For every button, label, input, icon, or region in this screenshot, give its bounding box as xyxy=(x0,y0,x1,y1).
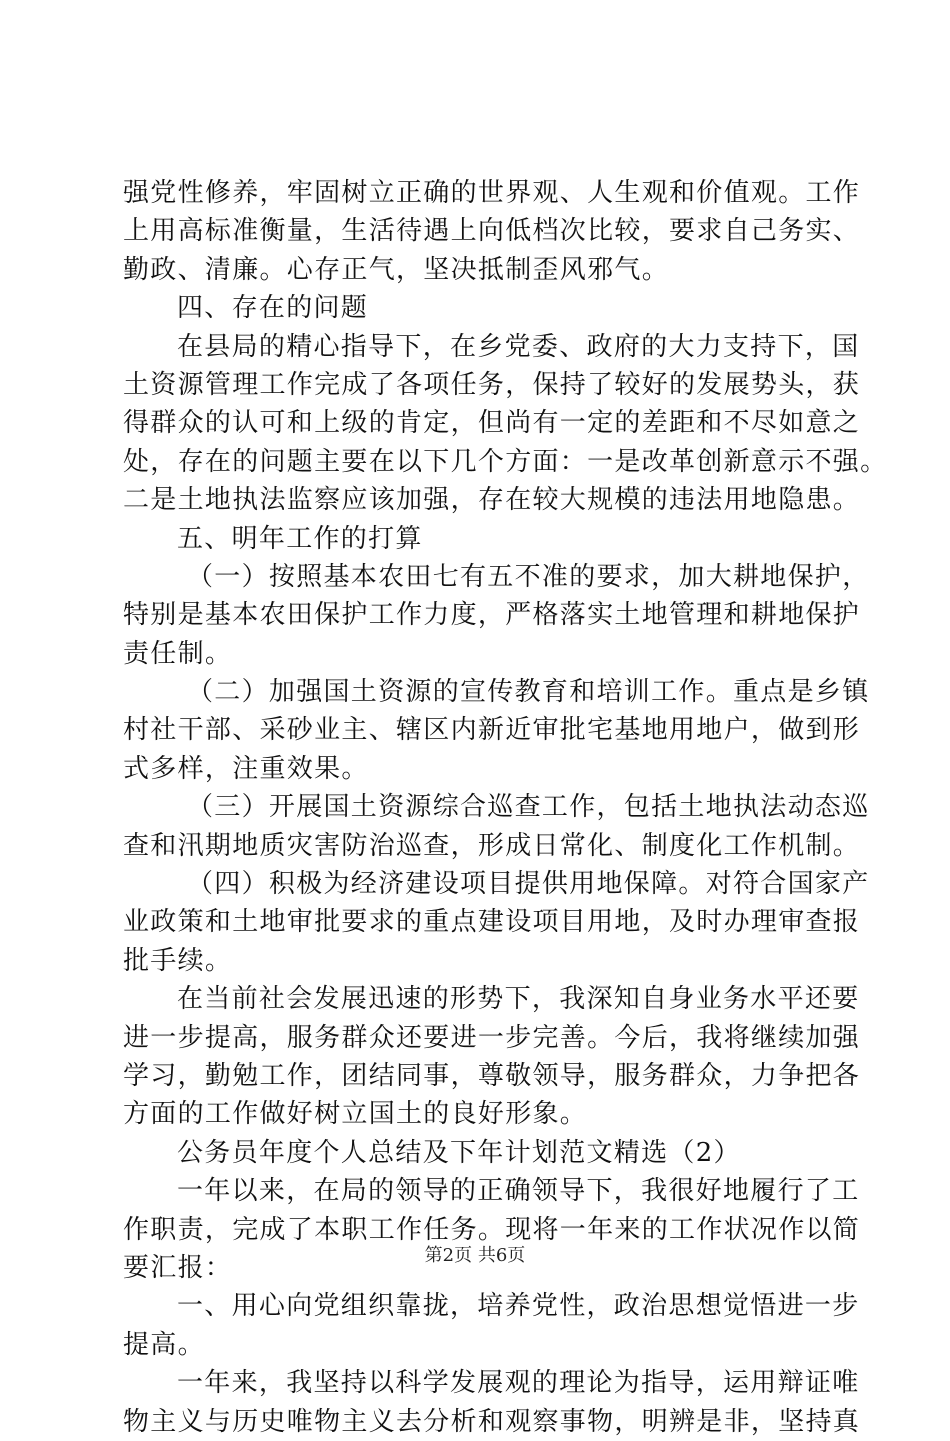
section-heading: 四、存在的问题 xyxy=(177,293,369,324)
text-line: 特别是基本农田保护工作力度，严格落实土地管理和耕地保护 xyxy=(123,600,861,631)
text-line: 在当前社会发展迅速的形势下，我深知自身业务水平还要 xyxy=(177,984,860,1015)
text-line: 式多样，注重效果。 xyxy=(123,753,369,784)
list-item-line: （四）积极为经济建设项目提供用地保障。对符合国家产 xyxy=(187,869,870,900)
section-heading: 五、明年工作的打算 xyxy=(177,523,423,554)
text-line: 业政策和土地审批要求的重点建设项目用地，及时办理审查报 xyxy=(123,907,861,938)
text-line: 强党性修养，牢固树立正确的世界观、人生观和价值观。工作 xyxy=(123,178,861,208)
text-line: 处，存在的问题主要在以下几个方面：一是改革创新意示不强。 xyxy=(123,446,888,477)
text-line: 勤政、清廉。心存正气，坚决抵制歪风邪气。 xyxy=(123,254,670,285)
text-line: 责任制。 xyxy=(123,638,233,669)
section-heading: 一、用心向党组织靠拢，培养党性，政治思想觉悟进一步 xyxy=(177,1291,860,1322)
text-line: 要汇报： xyxy=(123,1252,233,1283)
text-line: 二是土地执法监察应该加强，存在较大规模的违法用地隐患。 xyxy=(123,485,861,516)
text-line: 一年以来，在局的领导的正确领导下，我很好地履行了工 xyxy=(177,1176,860,1207)
text-line: 查和汛期地质灾害防治巡查，形成日常化、制度化工作机制。 xyxy=(123,830,861,861)
text-line: 物主义与历史唯物主义去分析和观察事物，明辨是非，坚持真 xyxy=(123,1406,861,1437)
section-title: 公务员年度个人总结及下年计划范文精选（2） xyxy=(177,1137,741,1168)
text-line: 土资源管理工作完成了各项任务，保持了较好的发展势头，获 xyxy=(123,369,861,400)
list-item-line: （二）加强国土资源的宣传教育和培训工作。重点是乡镇 xyxy=(187,677,870,708)
text-line: 进一步提高，服务群众还要进一步完善。今后，我将继续加强 xyxy=(123,1022,861,1053)
page-number: 第2页 共6页 xyxy=(424,1245,526,1266)
list-item-line: （三）开展国土资源综合巡查工作，包括土地执法动态巡 xyxy=(187,792,870,823)
text-line: 提高。 xyxy=(123,1329,205,1360)
list-item-line: （一）按照基本农田七有五不准的要求，加大耕地保护， xyxy=(187,561,870,592)
text-line: 村社干部、采砂业主、辖区内新近审批宅基地用地户，做到形 xyxy=(123,715,861,746)
text-line: 在县局的精心指导下，在乡党委、政府的大力支持下，国 xyxy=(177,331,860,362)
text-line: 作职责，完成了本职工作任务。现将一年来的工作状况作以简 xyxy=(123,1214,861,1245)
text-line: 方面的工作做好树立国土的良好形象。 xyxy=(123,1099,588,1130)
text-line: 批手续。 xyxy=(123,945,233,976)
text-line: 学习，勤勉工作，团结同事，尊敬领导，服务群众，力争把各 xyxy=(123,1060,861,1091)
text-line: 上用高标准衡量，生活待遇上向低档次比较，要求自己务实、 xyxy=(123,216,861,247)
text-line: 得群众的认可和上级的肯定，但尚有一定的差距和不尽如意之 xyxy=(123,408,861,439)
text-line: 一年来，我坚持以科学发展观的理论为指导，运用辩证唯 xyxy=(177,1368,860,1399)
